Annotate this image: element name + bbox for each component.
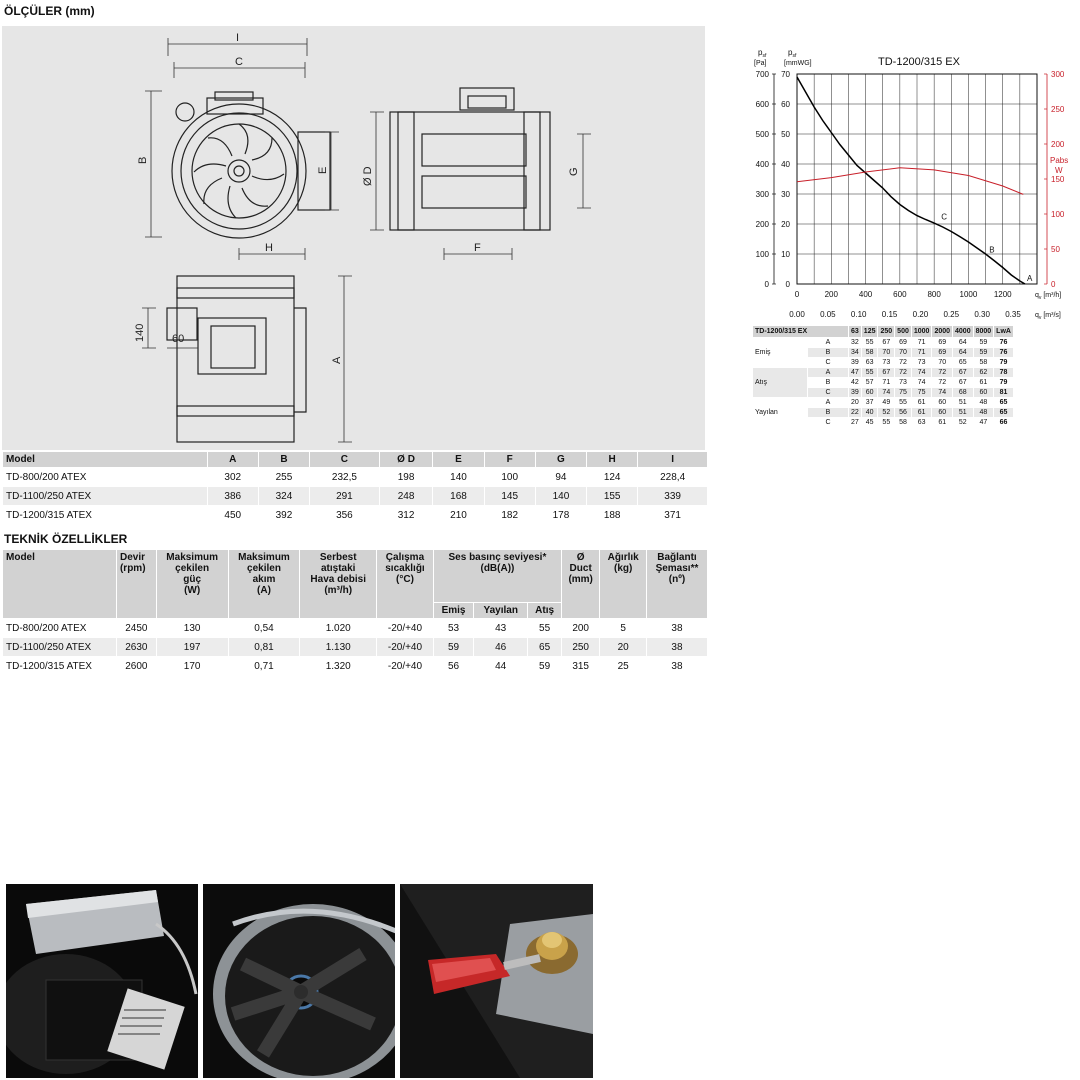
table-cell: 75: [895, 388, 911, 397]
table-cell: 71: [878, 378, 894, 387]
dim-label-b: B: [137, 156, 149, 164]
tech-col-power: Maksimum çekilen güç (W): [157, 550, 228, 618]
table-cell: 69: [932, 338, 952, 347]
table-cell: 73: [878, 358, 894, 367]
y-tick-w-label: 0: [1051, 280, 1056, 289]
table-cell: 48: [974, 408, 994, 417]
table-cell: 60: [932, 408, 952, 417]
tech-col-sound-radiated: Yayılan: [474, 603, 527, 618]
table-cell: 0,54: [229, 619, 300, 637]
table-cell: 155: [587, 487, 637, 505]
tech-col-sound-intake: Emiş: [434, 603, 473, 618]
tech-col-model: Model: [3, 550, 116, 618]
chart-ylabel-pa-unit: [Pa]: [754, 60, 767, 67]
table-cell: 51: [953, 398, 973, 407]
dim-label-i: I: [236, 32, 240, 44]
y-tick-mm-label: 50: [781, 130, 790, 139]
table-cell: 56: [434, 657, 473, 675]
table-cell: 5: [600, 619, 646, 637]
table-cell: 65: [994, 408, 1013, 417]
table-cell: 49: [878, 398, 894, 407]
table-cell: 248: [380, 487, 433, 505]
chart-ylabel-pa-name: $p_{sf}$: [758, 48, 767, 59]
y-tick-mm-label: 40: [781, 160, 790, 169]
table-cell: 72: [895, 358, 911, 367]
chart-xlabel-m3s: $q_v$ [m³/s]: [1035, 312, 1061, 321]
table-cell: 60: [974, 388, 994, 397]
table-cell: 65: [953, 358, 973, 367]
table-cell: 27: [851, 419, 859, 426]
y-tick-pa-label: 0: [764, 280, 769, 289]
table-cell: 44: [474, 657, 527, 675]
table-cell: 450: [208, 506, 258, 524]
dimensions-title: ÖLÇÜLER (mm): [4, 4, 95, 18]
table-cell: 392: [259, 506, 309, 524]
table-cell: 2600: [117, 657, 156, 675]
table-cell: 2450: [117, 619, 156, 637]
y-tick-w-label: 250: [1051, 105, 1065, 114]
dim-label-f: F: [474, 242, 481, 254]
dim-col-b: B: [259, 452, 309, 467]
table-cell: 170: [157, 657, 228, 675]
table-cell: 20: [600, 638, 646, 656]
table-cell: TD-800/200 ATEX: [3, 468, 207, 486]
sound-freq-header: 63: [851, 328, 859, 335]
tech-col-temp: Çalışma sıcaklığı (°C): [377, 550, 433, 618]
chart-xlabel-m3h: $q_v$ [m³/h]: [1035, 292, 1062, 301]
sound-point-label: B: [808, 348, 848, 357]
sound-table: [752, 325, 1014, 428]
dim-col-a: A: [208, 452, 258, 467]
y-tick-pa-label: 700: [755, 70, 769, 79]
table-cell: 52: [878, 408, 894, 417]
table-cell: 124: [587, 468, 637, 486]
table-row: [3, 487, 707, 505]
table-cell: 197: [157, 638, 228, 656]
table-cell: 140: [536, 487, 586, 505]
x2-tick-label: 0.10: [850, 310, 867, 319]
dim-col-e: E: [433, 452, 483, 467]
table-cell: 40: [862, 408, 878, 417]
table-cell: 46: [474, 638, 527, 656]
x2-tick-label: 0.35: [1005, 310, 1021, 319]
y-tick-pa-label: 200: [755, 220, 769, 229]
table-cell: 100: [485, 468, 535, 486]
table-cell: 38: [647, 638, 707, 656]
table-cell: 72: [932, 378, 952, 387]
tech-col-current: Maksimum çekilen akım (A): [229, 550, 300, 618]
table-cell: 39: [851, 389, 859, 396]
dim-label-140: 140: [134, 323, 146, 342]
sound-freq-header: 1000: [913, 328, 930, 335]
table-cell: 45: [862, 418, 878, 427]
x2-tick-label: 0.00: [789, 310, 805, 319]
y-tick-pa-label: 400: [755, 160, 769, 169]
table-cell: 69: [895, 338, 911, 347]
table-cell: 72: [895, 368, 911, 377]
x-tick-label: 200: [824, 290, 838, 299]
y-tick-w-label: 100: [1051, 210, 1065, 219]
x-tick-label: 400: [858, 290, 873, 299]
sound-point-label: C: [808, 358, 848, 367]
table-row: [3, 657, 707, 675]
dim-label-a: A: [331, 356, 343, 364]
terminal-photo-graphic: [400, 884, 593, 1078]
dim-label-od: Ø D: [362, 166, 374, 186]
tech-col-sound: Ses basınç seviyesi* (dB(A)): [434, 550, 561, 602]
table-cell: 58: [895, 418, 911, 427]
table-cell: 79: [994, 378, 1013, 387]
tech-col-duct: Ø Duct (mm): [562, 550, 599, 618]
table-cell: 145: [485, 487, 535, 505]
dim-col-od: Ø D: [380, 452, 433, 467]
dim-col-f: F: [485, 452, 535, 467]
dimensions-table: [2, 451, 708, 525]
table-cell: 65: [994, 398, 1013, 407]
table-cell: 58: [862, 348, 878, 357]
dim-col-h: H: [587, 452, 637, 467]
table-cell: 57: [862, 378, 878, 387]
operating-point-label: A: [1027, 274, 1033, 283]
table-row: [753, 338, 1013, 347]
table-cell: 55: [862, 338, 878, 347]
table-cell: 56: [895, 408, 911, 417]
side-view-drawing: [390, 88, 550, 230]
table-cell: 232,5: [310, 468, 379, 486]
sound-freq-header: 500: [897, 328, 909, 335]
table-cell: 70: [895, 348, 911, 357]
operating-point-label: C: [941, 212, 948, 222]
x-tick-label: 0: [794, 290, 800, 299]
table-cell: 61: [974, 378, 994, 387]
dim-col-c: C: [310, 452, 379, 467]
table-cell: 51: [953, 408, 973, 417]
chart-ylabel-mm-name: $p_{sf}$: [788, 48, 797, 59]
table-cell: 74: [912, 378, 932, 387]
dim-col-g: G: [536, 452, 586, 467]
tech-col-wiring: Bağlantı Şeması** (nº): [647, 550, 707, 618]
sound-freq-header: 4000: [955, 328, 971, 335]
capacitor-photo-graphic: [6, 884, 198, 1078]
sound-group-label: Yayılan: [753, 398, 807, 427]
y-tick-w-label: 300: [1051, 70, 1065, 79]
table-cell: 32: [851, 339, 859, 346]
y-tick-pa-label: 300: [755, 190, 769, 199]
y-tick-mm-label: 70: [781, 70, 790, 79]
table-cell: 79: [994, 358, 1013, 367]
table-cell: 250: [562, 638, 599, 656]
y-tick-pa-label: 500: [755, 130, 769, 139]
table-cell: 63: [912, 418, 932, 427]
tech-col-sound-outlet: Atış: [528, 603, 561, 618]
table-cell: 210: [433, 506, 483, 524]
table-cell: 64: [953, 338, 973, 347]
x2-tick-label: 0.25: [943, 310, 960, 319]
table-cell: 0,81: [229, 638, 300, 656]
table-cell: 69: [932, 348, 952, 357]
sound-point-label: B: [808, 378, 848, 387]
table-cell: 55: [878, 418, 894, 427]
sound-group-label: Atış: [753, 368, 807, 397]
table-cell: 61: [932, 418, 952, 427]
sound-freq-header: 250: [880, 328, 893, 335]
table-cell: 75: [912, 388, 932, 397]
table-cell: 76: [994, 348, 1013, 357]
chart-ylabel-w: W: [1055, 166, 1063, 175]
sound-freq-header: 8000: [975, 328, 992, 335]
table-cell: 312: [380, 506, 433, 524]
dim-label-h: H: [265, 242, 273, 254]
table-cell: 73: [912, 358, 932, 367]
table-cell: 182: [485, 506, 535, 524]
table-cell: 59: [434, 638, 473, 656]
x2-tick-label: 0.20: [912, 310, 929, 319]
table-cell: 34: [851, 349, 859, 356]
y-tick-w-label: 50: [1051, 245, 1060, 254]
table-cell: TD-1200/315 ATEX: [3, 506, 207, 524]
table-cell: 59: [974, 338, 994, 347]
table-cell: 47: [974, 418, 994, 427]
dim-label-g: G: [568, 167, 580, 176]
tech-col-airflow: Serbest atıştaki Hava debisi (m³/h): [300, 550, 376, 618]
table-cell: 67: [878, 368, 894, 377]
table-cell: 302: [208, 468, 258, 486]
table-cell: 356: [310, 506, 379, 524]
table-cell: 81: [994, 388, 1013, 397]
x-tick-label: 800: [927, 290, 941, 299]
product-photo-impeller: [203, 884, 395, 1078]
table-cell: 58: [974, 358, 994, 367]
table-cell: 38: [647, 657, 707, 675]
chart-ylabel-pabs: Pabs: [1050, 156, 1069, 165]
product-photo-earth-terminal: [400, 884, 593, 1078]
performance-chart: [750, 44, 1080, 324]
table-cell: 228,4: [638, 468, 707, 486]
table-cell: 59: [974, 348, 994, 357]
sound-point-label: B: [808, 408, 848, 417]
sound-point-label: A: [808, 338, 848, 347]
table-cell: TD-800/200 ATEX: [3, 619, 116, 637]
table-cell: 64: [953, 348, 973, 357]
technical-drawing-panel: [2, 26, 705, 450]
table-cell: 63: [862, 358, 878, 367]
table-cell: 140: [433, 468, 483, 486]
table-row: [3, 506, 707, 524]
table-cell: 48: [974, 398, 994, 407]
table-cell: 55: [895, 398, 911, 407]
table-cell: 47: [851, 369, 859, 376]
table-cell: 20: [851, 399, 859, 406]
dim-label-c: C: [235, 56, 243, 68]
table-cell: 52: [953, 418, 973, 427]
table-cell: 78: [994, 368, 1013, 377]
table-cell: 67: [953, 378, 973, 387]
table-cell: TD-1200/315 ATEX: [3, 657, 116, 675]
dim-col-model: Model: [3, 452, 207, 467]
chart-ylabel-mm-unit: [mmWG]: [784, 60, 812, 67]
table-cell: 178: [536, 506, 586, 524]
table-cell: 74: [932, 388, 952, 397]
table-cell: 67: [953, 368, 973, 377]
y-tick-mm-label: 30: [781, 190, 790, 199]
sound-table-title: TD-1200/315 EX: [753, 326, 848, 337]
table-cell: 43: [474, 619, 527, 637]
sound-freq-header: 2000: [934, 328, 951, 335]
x-tick-label: 600: [893, 290, 907, 299]
table-cell: -20/+40: [377, 638, 433, 656]
x2-tick-label: 0.30: [974, 310, 990, 319]
table-cell: 60: [862, 388, 878, 397]
table-cell: 371: [638, 506, 707, 524]
table-cell: 386: [208, 487, 258, 505]
x2-tick-label: 0.15: [881, 310, 898, 319]
sound-point-label: A: [808, 398, 848, 407]
x-tick-label: 1000: [959, 290, 978, 299]
y-tick-pa-label: 100: [755, 250, 769, 259]
table-row: [3, 619, 707, 637]
sound-point-label: C: [808, 388, 848, 397]
table-cell: 168: [433, 487, 483, 505]
table-cell: 37: [862, 398, 878, 407]
operating-point-label: B: [989, 245, 995, 255]
product-photo-capacitor: [6, 884, 198, 1078]
table-cell: -20/+40: [377, 619, 433, 637]
technical-table: [2, 549, 708, 676]
table-cell: 53: [434, 619, 473, 637]
table-cell: 73: [895, 378, 911, 387]
table-cell: 0,71: [229, 657, 300, 675]
table-cell: 61: [912, 408, 932, 417]
table-cell: 339: [638, 487, 707, 505]
technical-drawing: [2, 26, 705, 450]
chart-title: TD-1200/315 EX: [878, 56, 960, 68]
table-cell: 74: [878, 388, 894, 397]
table-row: [753, 368, 1013, 377]
y-tick-pa-label: 600: [755, 100, 769, 109]
table-cell: 65: [528, 638, 561, 656]
y-tick-w-label: 150: [1051, 175, 1065, 184]
table-cell: 39: [851, 359, 859, 366]
table-cell: 1.020: [300, 619, 376, 637]
dim-label-e: E: [317, 166, 329, 174]
table-cell: 291: [310, 487, 379, 505]
table-cell: 55: [528, 619, 561, 637]
x2-tick-label: 0.05: [820, 310, 836, 319]
front-view-drawing: [172, 92, 330, 238]
table-cell: 94: [536, 468, 586, 486]
y-tick-w-label: 200: [1051, 140, 1065, 149]
table-cell: 22: [851, 409, 859, 416]
table-cell: 188: [587, 506, 637, 524]
table-cell: 62: [974, 368, 994, 377]
sound-point-label: A: [808, 368, 848, 377]
table-cell: 55: [862, 368, 878, 377]
table-cell: 72: [932, 368, 952, 377]
tech-col-speed: Devir (rpm): [117, 550, 156, 618]
table-cell: 42: [851, 379, 859, 386]
table-cell: 71: [912, 348, 932, 357]
table-cell: 315: [562, 657, 599, 675]
y-tick-mm-label: 60: [781, 100, 790, 109]
table-cell: 1.130: [300, 638, 376, 656]
sound-freq-header: 125: [863, 328, 876, 335]
technical-title: TEKNİK ÖZELLİKLER: [4, 532, 128, 546]
table-cell: TD-1100/250 ATEX: [3, 487, 207, 505]
table-cell: 130: [157, 619, 228, 637]
y-tick-mm-label: 10: [781, 250, 790, 259]
table-cell: 74: [912, 368, 932, 377]
table-cell: 60: [932, 398, 952, 407]
table-cell: 255: [259, 468, 309, 486]
sound-freq-header: LwA: [996, 328, 1011, 335]
table-cell: 2630: [117, 638, 156, 656]
table-cell: 25: [600, 657, 646, 675]
table-cell: 71: [912, 338, 932, 347]
table-row: [753, 398, 1013, 407]
table-row: [3, 468, 707, 486]
table-cell: 68: [953, 388, 973, 397]
table-row: [3, 638, 707, 656]
sound-group-label: Emiş: [753, 338, 807, 367]
bottom-view-drawing: [167, 276, 306, 442]
dim-label-60: 60: [172, 333, 185, 345]
table-cell: -20/+40: [377, 657, 433, 675]
table-cell: 70: [878, 348, 894, 357]
table-cell: 76: [994, 338, 1013, 347]
impeller-photo-graphic: [203, 884, 395, 1078]
table-cell: 70: [932, 358, 952, 367]
table-cell: 200: [562, 619, 599, 637]
table-cell: 324: [259, 487, 309, 505]
table-cell: TD-1100/250 ATEX: [3, 638, 116, 656]
tech-col-weight: Ağırlık (kg): [600, 550, 646, 618]
table-cell: 38: [647, 619, 707, 637]
y-tick-mm-label: 0: [785, 280, 790, 289]
table-cell: 61: [912, 398, 932, 407]
x-tick-label: 1200: [993, 290, 1012, 299]
table-cell: 1.320: [300, 657, 376, 675]
table-cell: 59: [528, 657, 561, 675]
y-tick-mm-label: 20: [781, 220, 790, 229]
dim-col-i: I: [638, 452, 707, 467]
table-cell: 198: [380, 468, 433, 486]
table-cell: 66: [994, 418, 1013, 427]
sound-point-label: C: [808, 418, 848, 427]
table-cell: 67: [878, 338, 894, 347]
